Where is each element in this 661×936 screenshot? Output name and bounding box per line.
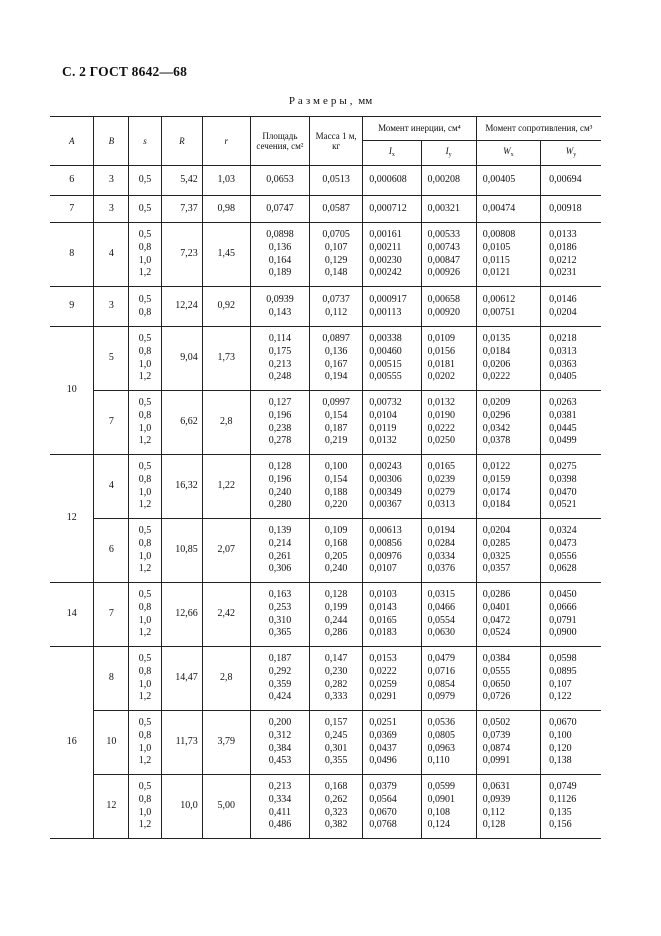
cell-Iy: 0,0479 0,0716 0,0854 0,0979	[421, 647, 476, 711]
cell-Wx: 0,00405	[476, 166, 540, 196]
col-header-mass: Масса 1 м, кг	[310, 117, 363, 166]
Wx-subscript: x	[510, 151, 514, 158]
table-row	[50, 287, 601, 327]
cell-Iy: 0,0132 0,0190 0,0222 0,0250	[421, 391, 476, 455]
cell-Ix: 0,00732 0,0104 0,0119 0,0132	[363, 391, 421, 455]
cell-Ix: 0,000917 0,00113	[363, 287, 421, 327]
cell-Wx: 0,0631 0,0939 0,112 0,128	[476, 775, 540, 839]
cell-B: 7	[94, 391, 129, 455]
cell-Iy: 0,0194 0,0284 0,0334 0,0376	[421, 519, 476, 583]
cell-Wy: 0,0133 0,0186 0,0212 0,0231	[541, 223, 601, 287]
table-row	[50, 711, 601, 775]
cell-Ix: 0,0379 0,0564 0,0670 0,0768	[363, 775, 421, 839]
cell-Wx: 0,0384 0,0555 0,0650 0,0726	[476, 647, 540, 711]
col-header-Ix	[363, 141, 421, 166]
col-header-r: r	[202, 117, 250, 166]
cell-s: 0,5 0,8	[129, 287, 162, 327]
table-row	[50, 775, 601, 839]
cell-r: 1,22	[202, 455, 250, 519]
cell-R: 10,0	[161, 775, 202, 839]
cell-r: 1,45	[202, 223, 250, 287]
cell-Wx: 0,00612 0,00751	[476, 287, 540, 327]
cell-area: 0,200 0,312 0,384 0,453	[250, 711, 309, 775]
cell-r: 0,98	[202, 196, 250, 223]
cell-Wx: 0,0204 0,0285 0,0325 0,0357	[476, 519, 540, 583]
cell-mass: 0,168 0,262 0,323 0,382	[310, 775, 363, 839]
table-body	[50, 166, 601, 839]
cell-Wy: 0,0275 0,0398 0,0470 0,0521	[541, 455, 601, 519]
cell-Iy: 0,0599 0,0901 0,108 0,124	[421, 775, 476, 839]
cell-area: 0,213 0,334 0,411 0,486	[250, 775, 309, 839]
table-row	[50, 647, 601, 711]
table-row	[50, 327, 601, 391]
cell-B: 4	[94, 223, 129, 287]
Wx-symbol: W	[503, 145, 511, 156]
cell-s: 0,5	[129, 166, 162, 196]
cell-Iy: 0,0536 0,0805 0,0963 0,110	[421, 711, 476, 775]
cell-s: 0,5 0,8 1,0 1,2	[129, 519, 162, 583]
cell-r: 2,07	[202, 519, 250, 583]
cell-B: 3	[94, 166, 129, 196]
cell-Ix: 0,0103 0,0143 0,0165 0,0183	[363, 583, 421, 647]
cell-r: 5,00	[202, 775, 250, 839]
cell-s: 0,5 0,8 1,0 1,2	[129, 583, 162, 647]
cell-Wx: 0,0135 0,0184 0,0206 0,0222	[476, 327, 540, 391]
cell-Wx: 0,0122 0,0159 0,0174 0,0184	[476, 455, 540, 519]
cell-Iy: 0,00658 0,00920	[421, 287, 476, 327]
Wy-symbol: W	[565, 145, 574, 156]
col-header-inertia: Момент инерции, см⁴	[363, 117, 476, 141]
cell-Iy: 0,0315 0,0466 0,0554 0,0630	[421, 583, 476, 647]
page-header: С. 2 ГОСТ 8642—68	[62, 64, 188, 79]
cell-B: 3	[94, 196, 129, 223]
cell-mass: 0,0587	[310, 196, 363, 223]
cell-r: 1,03	[202, 166, 250, 196]
cell-R: 5,42	[161, 166, 202, 196]
Wy-subscript: y	[573, 151, 577, 158]
Ix-subscript: x	[391, 151, 395, 158]
col-header-area: Площадь сечения, см²	[250, 117, 309, 166]
col-header-Iy	[421, 141, 476, 166]
table-row	[50, 196, 601, 223]
cell-B: 4	[94, 455, 129, 519]
cell-area: 0,187 0,292 0,359 0,424	[250, 647, 309, 711]
cell-mass: 0,0897 0,136 0,167 0,194	[310, 327, 363, 391]
table-row	[50, 519, 601, 583]
col-header-Wy	[541, 141, 601, 166]
cell-r: 2,8	[202, 647, 250, 711]
cell-Wy: 0,0146 0,0204	[541, 287, 601, 327]
cell-Iy: 0,0165 0,0239 0,0279 0,0313	[421, 455, 476, 519]
cell-r: 0,92	[202, 287, 250, 327]
cell-r: 2,42	[202, 583, 250, 647]
cell-Wy: 0,00918	[541, 196, 601, 223]
cell-r: 2,8	[202, 391, 250, 455]
cell-Wy: 0,0598 0,0895 0,107 0,122	[541, 647, 601, 711]
cell-R: 16,32	[161, 455, 202, 519]
cell-area: 0,0653	[250, 166, 309, 196]
cell-Iy: 0,00208	[421, 166, 476, 196]
cell-s: 0,5	[129, 196, 162, 223]
table-row	[50, 166, 601, 196]
cell-Ix: 0,0153 0,0222 0,0259 0,0291	[363, 647, 421, 711]
cell-Ix: 0,00161 0,00211 0,00230 0,00242	[363, 223, 421, 287]
caption-unit: мм	[355, 95, 373, 107]
cell-Wx: 0,0209 0,0296 0,0342 0,0378	[476, 391, 540, 455]
cell-A: 12	[50, 455, 94, 583]
cell-area: 0,0898 0,136 0,164 0,189	[250, 223, 309, 287]
cell-mass: 0,157 0,245 0,301 0,355	[310, 711, 363, 775]
cell-R: 12,24	[161, 287, 202, 327]
col-header-R: R	[161, 117, 202, 166]
cell-Wy: 0,0450 0,0666 0,0791 0,0900	[541, 583, 601, 647]
cell-Ix: 0,00613 0,00856 0,00976 0,0107	[363, 519, 421, 583]
cell-mass: 0,0997 0,154 0,187 0,219	[310, 391, 363, 455]
cell-Ix: 0,0251 0,0369 0,0437 0,0496	[363, 711, 421, 775]
cell-mass: 0,109 0,168 0,205 0,240	[310, 519, 363, 583]
cell-B: 8	[94, 647, 129, 711]
cell-Ix: 0,00338 0,00460 0,00515 0,00555	[363, 327, 421, 391]
cell-R: 14,47	[161, 647, 202, 711]
cell-R: 12,66	[161, 583, 202, 647]
cell-mass: 0,100 0,154 0,188 0,220	[310, 455, 363, 519]
cell-area: 0,0747	[250, 196, 309, 223]
cell-R: 6,62	[161, 391, 202, 455]
cell-Wx: 0,00808 0,0105 0,0115 0,0121	[476, 223, 540, 287]
cell-A: 6	[50, 166, 94, 196]
cell-R: 7,23	[161, 223, 202, 287]
cell-area: 0,128 0,196 0,240 0,280	[250, 455, 309, 519]
cell-mass: 0,0705 0,107 0,129 0,148	[310, 223, 363, 287]
cell-s: 0,5 0,8 1,0 1,2	[129, 327, 162, 391]
Ix-symbol: I	[388, 145, 392, 156]
col-header-s: s	[129, 117, 162, 166]
cell-area: 0,127 0,196 0,238 0,278	[250, 391, 309, 455]
cell-R: 9,04	[161, 327, 202, 391]
cell-Wy: 0,0263 0,0381 0,0445 0,0499	[541, 391, 601, 455]
cell-mass: 0,147 0,230 0,282 0,333	[310, 647, 363, 711]
cell-R: 11,73	[161, 711, 202, 775]
cell-Ix: 0,000712	[363, 196, 421, 223]
cell-s: 0,5 0,8 1,0 1,2	[129, 391, 162, 455]
cell-B: 6	[94, 519, 129, 583]
cell-s: 0,5 0,8 1,0 1,2	[129, 775, 162, 839]
cell-area: 0,0939 0,143	[250, 287, 309, 327]
cell-Wy: 0,0324 0,0473 0,0556 0,0628	[541, 519, 601, 583]
table-row	[50, 223, 601, 287]
dimensions-table	[50, 116, 601, 839]
cell-Wy: 0,0218 0,0313 0,0363 0,0405	[541, 327, 601, 391]
cell-R: 10,85	[161, 519, 202, 583]
cell-s: 0,5 0,8 1,0 1,2	[129, 455, 162, 519]
cell-A: 16	[50, 647, 94, 839]
Iy-symbol: I	[445, 145, 449, 156]
caption-label: Размеры,	[288, 95, 356, 107]
cell-B: 5	[94, 327, 129, 391]
cell-r: 3,79	[202, 711, 250, 775]
table-row	[50, 455, 601, 519]
col-header-B: B	[94, 117, 129, 166]
cell-s: 0,5 0,8 1,0 1,2	[129, 223, 162, 287]
col-header-Wx	[476, 141, 540, 166]
cell-Wy: 0,0670 0,100 0,120 0,138	[541, 711, 601, 775]
cell-B: 3	[94, 287, 129, 327]
cell-Wx: 0,0286 0,0401 0,0472 0,0524	[476, 583, 540, 647]
cell-A: 8	[50, 223, 94, 287]
cell-Wy: 0,00694	[541, 166, 601, 196]
cell-Iy: 0,0109 0,0156 0,0181 0,0202	[421, 327, 476, 391]
cell-Wx: 0,00474	[476, 196, 540, 223]
cell-mass: 0,0737 0,112	[310, 287, 363, 327]
cell-r: 1,73	[202, 327, 250, 391]
col-header-A: A	[50, 117, 94, 166]
cell-Ix: 0,00243 0,00306 0,00349 0,00367	[363, 455, 421, 519]
cell-A: 10	[50, 327, 94, 455]
cell-Ix: 0,000608	[363, 166, 421, 196]
table-row	[50, 391, 601, 455]
col-header-resist: Момент сопротивления, см³	[476, 117, 601, 141]
cell-A: 7	[50, 196, 94, 223]
cell-mass: 0,128 0,199 0,244 0,286	[310, 583, 363, 647]
cell-B: 10	[94, 711, 129, 775]
cell-Wy: 0,0749 0,1126 0,135 0,156	[541, 775, 601, 839]
cell-R: 7,37	[161, 196, 202, 223]
cell-Wx: 0,0502 0,0739 0,0874 0,0991	[476, 711, 540, 775]
cell-area: 0,139 0,214 0,261 0,306	[250, 519, 309, 583]
table-row	[50, 583, 601, 647]
cell-Iy: 0,00533 0,00743 0,00847 0,00926	[421, 223, 476, 287]
cell-Iy: 0,00321	[421, 196, 476, 223]
cell-A: 9	[50, 287, 94, 327]
cell-A: 14	[50, 583, 94, 647]
cell-mass: 0,0513	[310, 166, 363, 196]
Iy-subscript: y	[448, 151, 452, 158]
cell-B: 7	[94, 583, 129, 647]
cell-s: 0,5 0,8 1,0 1,2	[129, 711, 162, 775]
cell-area: 0,114 0,175 0,213 0,248	[250, 327, 309, 391]
cell-area: 0,163 0,253 0,310 0,365	[250, 583, 309, 647]
table-caption	[0, 95, 661, 107]
cell-B: 12	[94, 775, 129, 839]
cell-s: 0,5 0,8 1,0 1,2	[129, 647, 162, 711]
